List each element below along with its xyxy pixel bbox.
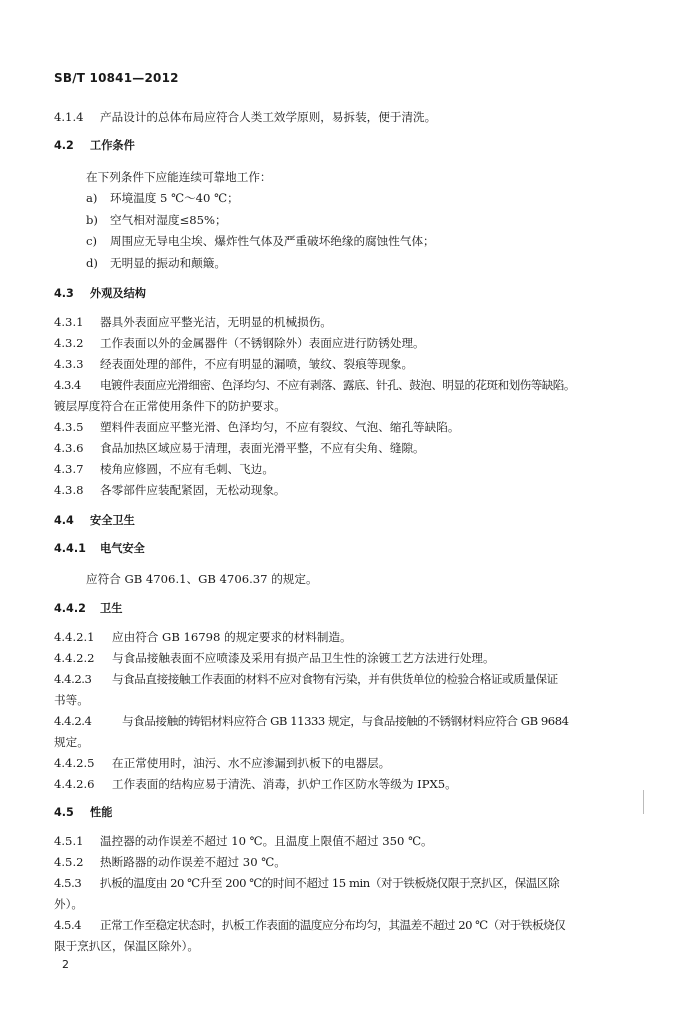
clause-4-4-1-heading: 4.4.1 电气安全 [54,542,145,555]
clause-4-4-2-1: 4.4.2.1 应由符合 GB 16798 的规定要求的材料制造。 [54,630,352,644]
clause-4-1-4: 4.1.4 产品设计的总体布局应符合人类工效学原则，易拆装，便于清洗。 [54,110,437,124]
scan-artifact-line [643,790,644,814]
clause-4-3-8: 4.3.8 各零部件应装配紧固，无松动现象。 [54,483,286,497]
clause-4-4-2-3: 4.4.2.3 与食品直接接触工作表面的材料不应对食物有污染，并有供货单位的检验合格证或质量保证 [54,672,558,686]
clause-4-5-4: 4.5.4 正常工作至稳定状态时，扒板工作表面的温度应分布均匀，其温差不超过 20 ℃（对于铁板烧仅 [54,918,566,932]
clause-4-5-3-continued: 外）。 [54,897,83,911]
clause-4-4-2-6: 4.4.2.6 工作表面的结构应易于清洗、消毒，扒炉工作区防水等级为 IPX5。 [54,777,457,791]
section-4-4-heading: 4.4 安全卫生 [54,514,135,527]
clause-4-4-2-3-continued: 书等。 [54,693,89,707]
clause-4-5-2: 4.5.2 热断路器的动作误差不超过 30 ℃。 [54,855,286,869]
clause-4-4-2-heading: 4.4.2 卫生 [54,602,123,615]
clause-4-4-2-4: 4.4.2.4 与食品接触的铸铝材料应符合 GB 11333 规定，与食品接触的不锈钢材料应符合 GB 9684 [54,714,569,728]
clause-4-3-3: 4.3.3 经表面处理的部件，不应有明显的漏喷，皱纹、裂痕等现象。 [54,357,414,371]
clause-4-3-4-continued: 镀层厚度符合在正常使用条件下的防护要求。 [54,399,286,413]
section-4-5-heading: 4.5 性能 [54,806,113,819]
clause-4-3-7: 4.3.7 棱角应修圆，不应有毛刺、飞边。 [54,462,274,476]
paragraph-electrical-safety: 应符合 GB 4706.1、GB 4706.37 的规定。 [86,572,318,586]
clause-4-4-2-4-continued: 规定。 [54,735,89,749]
clause-4-3-4: 4.3.4 电镀件表面应光滑细密、色泽均匀、不应有剥落、露底、针孔、鼓泡、明显的花斑和划伤等缺陷。 [54,378,575,392]
clause-4-3-2: 4.3.2 工作表面以外的金属器件（不锈钢除外）表面应进行防锈处理。 [54,336,425,350]
paragraph-conditions-intro: 在下列条件下应能连续可靠地工作： [86,170,272,184]
clause-4-4-2-2: 4.4.2.2 与食品接触表面不应喷漆及采用有损产品卫生性的涂镀工艺方法进行处理。 [54,651,495,665]
clause-4-3-1: 4.3.1 器具外表面应平整光洁，无明显的机械损伤。 [54,315,332,329]
clause-4-5-4-continued: 限于烹扒区，保温区除外）。 [54,939,199,953]
section-4-3-heading: 4.3 外观及结构 [54,287,146,300]
clause-4-4-2-5: 4.4.2.5 在正常使用时，油污、水不应渗漏到扒板下的电器层。 [54,756,391,770]
list-item-d: d) 无明显的振动和颠簸。 [86,256,226,270]
section-4-2-heading: 4.2 工作条件 [54,139,135,152]
clause-4-5-3: 4.5.3 扒板的温度由 20 ℃升至 200 ℃的时间不超过 15 min（对于铁板烧仅限于烹扒区，保温区除 [54,876,560,890]
clause-4-3-6: 4.3.6 食品加热区域应易于清理，表面光滑平整，不应有尖角、缝隙。 [54,441,425,455]
standard-code-header: SB/T 10841—2012 [54,71,179,85]
list-item-a: a) 环境温度 5 ℃～40 ℃； [86,191,239,205]
list-item-b: b) 空气相对湿度≤85%； [86,213,227,227]
clause-4-5-1: 4.5.1 温控器的动作误差不超过 10 ℃。且温度上限值不超过 350 ℃。 [54,834,433,848]
page-number: 2 [62,958,69,971]
clause-4-3-5: 4.3.5 塑料件表面应平整光滑、色泽均匀，不应有裂纹、气泡、缩孔等缺陷。 [54,420,460,434]
list-item-c: c) 周围应无导电尘埃、爆炸性气体及严重破坏绝缘的腐蚀性气体； [86,234,435,248]
